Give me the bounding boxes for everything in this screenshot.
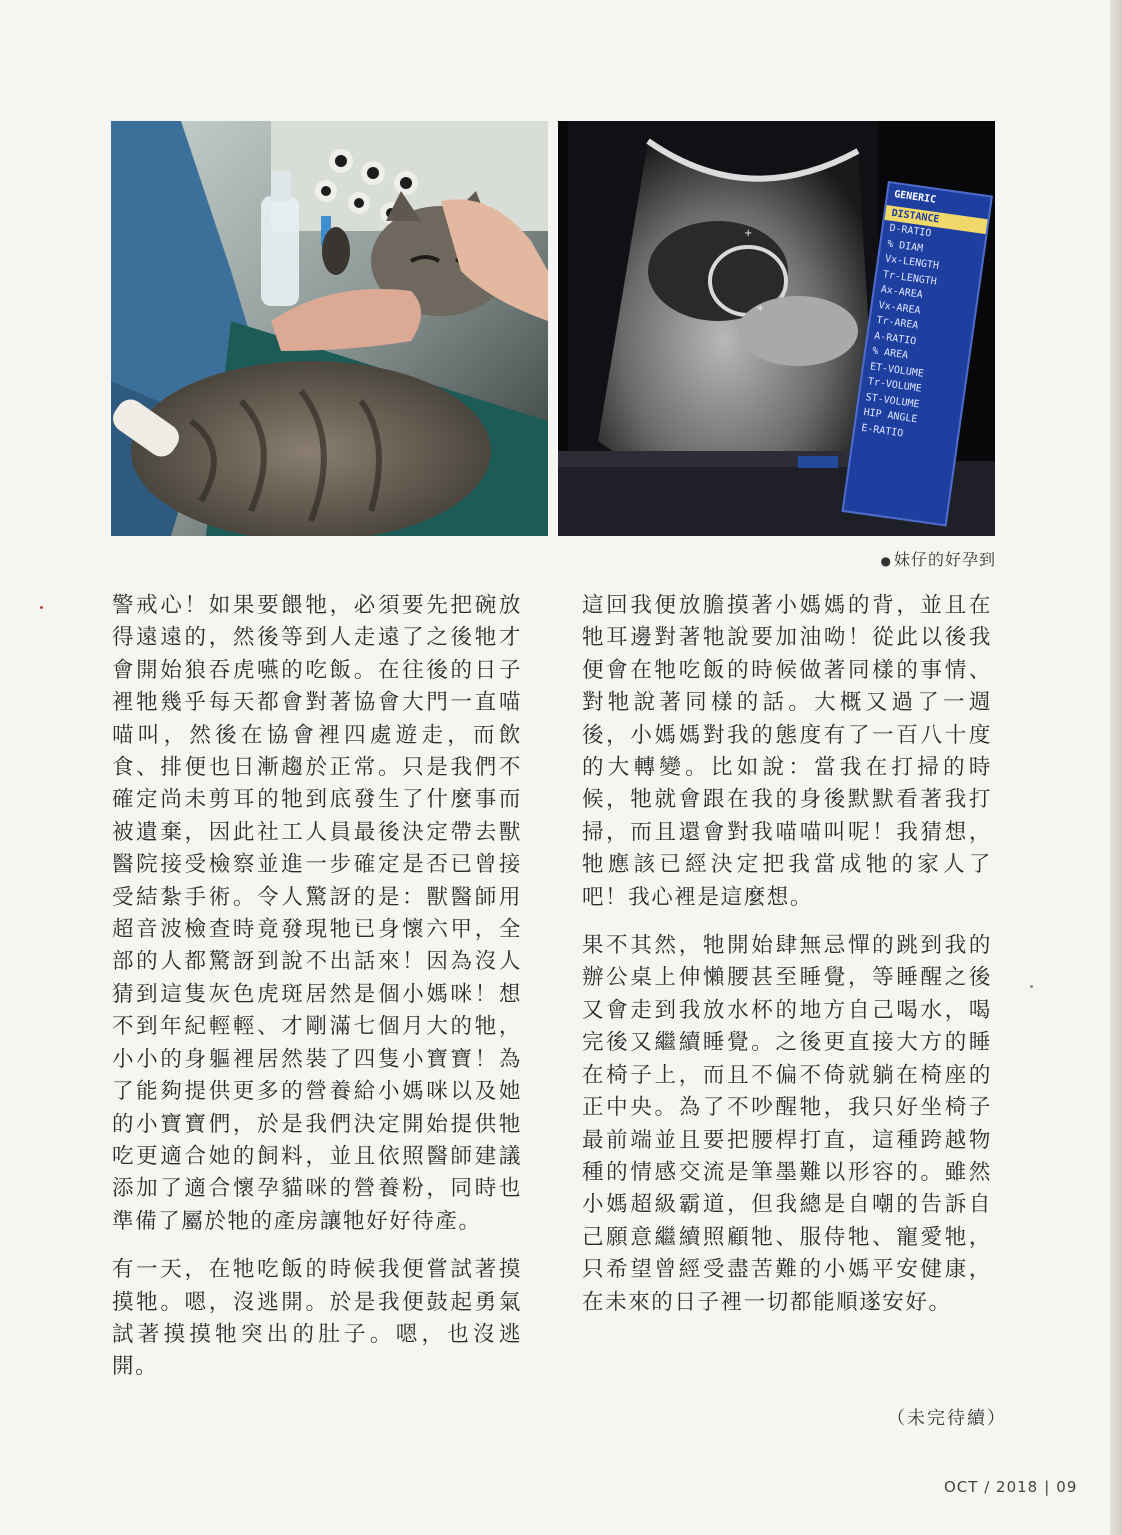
ultrasound-menu-item: D-RATIO: [888, 222, 932, 240]
article-paragraph: 警戒心！如果要餵牠，必須要先把碗放得遠遠的，然後等到人走遠了之後牠才會開始狼吞虎嚥的吃飯。在往後的日子裡牠幾乎每天都會對著協會大門一直喵喵叫，然後在協會裡四處遊走，而飲食、排便也日漸趨於正常。只是我們不確定尚未剪耳的牠到底發生了什麼事而被遺棄，因此社工人員最後決定帶去獸醫院接受檢察並進一步確定是否已曾接受結紮手術。令人驚訝的是：獸醫師用超音波檢查時竟發現牠已身懷六甲，全部的人都驚訝到說不出話來！因為沒人猜到這隻灰色虎斑居然是個小媽咪！想不到年紀輕輕、才剛滿七個月大的牠，小小的身軀裡居然裝了四隻小寶寶！為了能夠提供更多的營養給小媽咪以及她的小寶寶們，於是我們決定開始提供牠吃更適合她的飼料，並且依照醫師建議添加了適合懷孕貓咪的營養粉，同時也準備了屬於牠的產房讓牠好好待產。: [112, 593, 522, 1234]
ultrasound-menu-item: % DIAM: [886, 238, 924, 254]
print-speck: [40, 606, 43, 609]
ultrasound-menu-header: GENERIC: [893, 189, 937, 206]
ultrasound-menu-item: ST-VOLUME: [864, 391, 921, 410]
caption-bullet: ●: [880, 554, 892, 568]
photo-vet-exam: [111, 121, 548, 536]
page-edge: [1110, 0, 1122, 1535]
svg-text:+: +: [756, 303, 765, 314]
photo-ultrasound-screen: [558, 121, 995, 536]
ultrasound-menu-item: % AREA: [871, 345, 909, 362]
ultrasound-menu-item: Vx-AREA: [877, 299, 922, 317]
article-paragraph: 有一天，在牠吃飯的時候我便嘗試著摸摸牠。嗯，沒逃開。於是我便鼓起勇氣試著摸摸牠突出的肚子。嗯，也沒逃開。: [112, 1257, 522, 1380]
ultrasound-menu-item: ET-VOLUME: [869, 360, 925, 380]
issue-date: OCT / 2018: [944, 1478, 1039, 1496]
svg-text:+: +: [744, 228, 753, 239]
ultrasound-menu-item: HIP ANGLE: [862, 406, 918, 426]
page-folio: [944, 1478, 1077, 1496]
ultrasound-menu-selected: DISTANCE: [885, 205, 988, 235]
article-column-left: [112, 590, 522, 1384]
article-paragraph: 這回我便放膽摸著小媽媽的背，並且在牠耳邊對著牠說要加油呦！從此以後我便會在牠吃飯的時候做著同樣的事情、對牠說著同樣的話。大概又過了一週後，小媽媽對我的態度有了一百八十度的大轉變。比如說：當我在打掃的時候，牠就會跟在我的身後默默看著我打掃，而且還會對我喵喵叫呢！我猜想，牠應該已經決定把我當成牠的家人了吧！我心裡是這麼想。: [582, 593, 992, 910]
ultrasound-menu-item: A-RATIO: [873, 330, 917, 347]
photo-caption: [881, 547, 997, 570]
ultrasound-menu-item: Ax-AREA: [880, 284, 924, 301]
ultrasound-menu-item: Tr-AREA: [875, 314, 920, 332]
to-be-continued: （未完待續）: [887, 1408, 1007, 1429]
ultrasound-menu-item: Vx-LENGTH: [884, 253, 940, 272]
article-paragraph: 果不其然，牠開始肆無忌憚的跳到我的辦公桌上伸懶腰甚至睡覺，等睡醒之後又會走到我放水杯的地方自己喝水，喝完後又繼續睡覺。之後更直接大方的睡在椅子上，而且不偏不倚就躺在椅座的正中央。為了不吵醒牠，我只好坐椅子最前端並且要把腰桿打直，這種跨越物種的情感交流是筆墨難以形容的。雖然小媽超級霸道，但我總是自嘲的告訴自己願意繼續照顧牠、服侍牠、寵愛牠，只希望曾經受盡苦難的小媽平安健康，在未來的日子裡一切都能順遂安好。: [582, 933, 992, 1315]
ultrasound-menu-item: Tr-LENGTH: [882, 268, 938, 288]
caption-text: 妹仔的好孕到: [893, 550, 996, 569]
photo-vet-exam-illustration: [111, 121, 548, 536]
article-column-right: [582, 590, 992, 1319]
page-number: 09: [1056, 1478, 1078, 1496]
print-speck: [1030, 985, 1033, 988]
ultrasound-menu-item: Tr-VOLUME: [867, 376, 923, 395]
folio-separator: |: [1044, 1478, 1051, 1496]
ultrasound-menu-item: E-RATIO: [860, 422, 904, 440]
